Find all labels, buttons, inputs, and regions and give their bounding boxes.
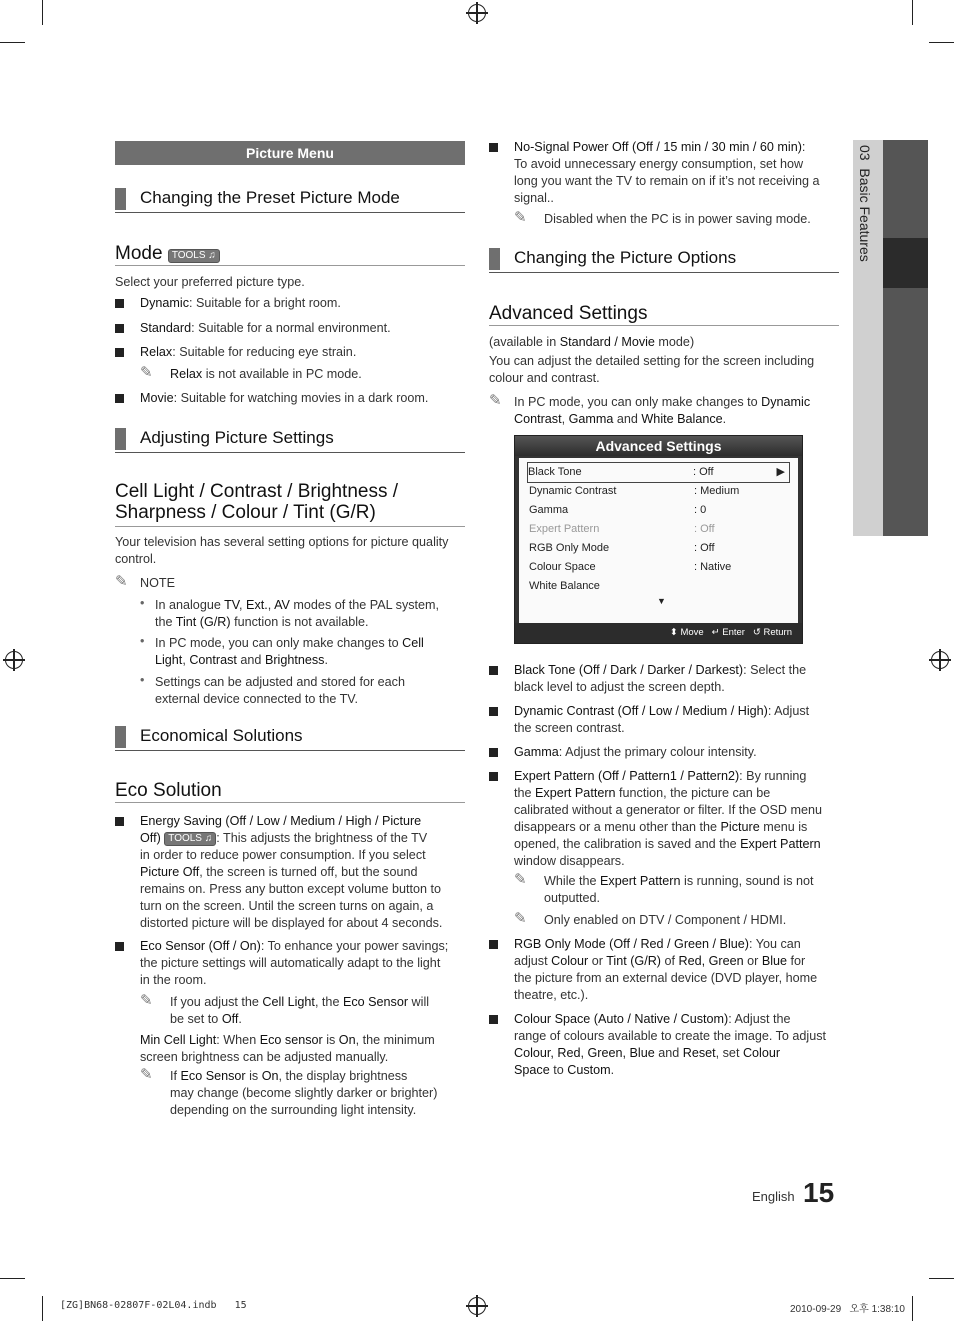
note-item: • In PC mode, you can only make changes to Cell Light, Contrast and Brightness.: [140, 635, 424, 669]
crop-mark: [912, 0, 913, 25]
section-heading-adjusting: Adjusting Picture Settings: [115, 426, 465, 453]
osd-body: [519, 458, 798, 641]
list-item: RGB Only Mode (Off / Red / Green / Blue): You can adjust Colour or Tint (G/R) of Red, Green or Blue for the picture from an external device (DVD player, home theatre, etc.).: [489, 936, 859, 1004]
crop-mark: [0, 42, 25, 43]
registration-mark-icon: [5, 651, 23, 669]
note: ✎ Only enabled on DTV / Component / HDMI.: [514, 910, 787, 927]
footer-language: English: [752, 1189, 795, 1204]
min-cell-light: Min Cell Light: When Eco sensor is On, the minimum screen brightness can be adjusted manually.: [140, 1033, 435, 1064]
registration-mark-icon: [468, 1297, 486, 1315]
note-label: ✎ NOTE: [115, 573, 175, 590]
osd-footer: ⬍ Move ↵ Enter ↺ Return: [515, 623, 802, 643]
note-item: • Settings can be adjusted and stored for each external device connected to the TV.: [140, 674, 405, 708]
crop-mark: [929, 1278, 954, 1279]
eco-solution-title: Eco Solution: [115, 779, 465, 803]
crop-mark: [42, 1296, 43, 1321]
note-item: • In analogue TV, Ext., AV modes of the PAL system, the Tint (G/R) function is not available.: [140, 597, 439, 631]
list-item: Colour Space (Auto / Native / Custom): Adjust the range of colours available to create the image. To adjust Colour, Red, Green, Blue and Reset, set Colour Space to Custom.: [489, 1011, 859, 1079]
osd-row[interactable]: Gamma : 0: [529, 504, 707, 516]
osd-row[interactable]: Colour Space : Native: [529, 561, 732, 573]
chapter-tab-dark: [883, 140, 928, 536]
list-item: Black Tone (Off / Dark / Darker / Darkest): Select the black level to adjust the screen depth.: [489, 662, 859, 696]
pencil-icon: ✎: [514, 871, 527, 888]
pencil-icon: ✎: [140, 364, 153, 381]
osd-row: Expert Pattern : Off: [529, 523, 715, 535]
list-item: Relax: Suitable for reducing eye strain.: [115, 344, 356, 361]
tools-icon: TOOLS ♫: [164, 832, 216, 846]
page-number: 15: [803, 1177, 835, 1208]
note: ✎ In PC mode, you can only make changes to Dynamic Contrast, Gamma and White Balance.: [489, 392, 811, 426]
picture-menu-bar: Picture Menu: [115, 141, 465, 165]
note: ✎ If Eco Sensor is On, the display brightness may change (become slightly darker or brighter) depending on the surrounding light intensity.: [140, 1066, 438, 1117]
print-filename: [ZG]BN68-02807F-02L04.indb 15: [60, 1300, 247, 1311]
pencil-icon: ✎: [514, 209, 527, 226]
note: ✎ Relax is not available in PC mode.: [140, 364, 362, 381]
mode-intro: Select your preferred picture type.: [115, 275, 305, 289]
move-icon: ⬍: [669, 627, 678, 638]
list-item: Dynamic Contrast (Off / Low / Medium / High): Adjust the screen contrast.: [489, 703, 859, 737]
osd-advanced-settings: [514, 435, 803, 644]
crop-mark: [0, 1278, 25, 1279]
pencil-icon: ✎: [514, 910, 527, 927]
enter-icon: ↵: [711, 627, 720, 638]
arrow-right-icon: ▶: [776, 466, 785, 478]
list-item: Gamma: Adjust the primary colour intensity.: [489, 744, 859, 761]
return-icon: ↺: [752, 627, 761, 638]
availability: (available in Standard / Movie mode): [489, 335, 695, 349]
note: ✎ If you adjust the Cell Light, the Eco Sensor will be set to Off.: [140, 992, 430, 1026]
osd-row[interactable]: Dynamic Contrast : Medium: [529, 485, 740, 497]
osd-row[interactable]: White Balance: [529, 580, 600, 592]
note: ✎ Disabled when the PC is in power saving mode.: [514, 209, 811, 226]
pencil-icon: ✎: [489, 392, 502, 409]
cell-light-title: Cell Light / Contrast / Brightness / Sharpness / Colour / Tint (G/R): [115, 481, 465, 527]
pencil-icon: ✎: [140, 1066, 153, 1083]
crop-mark: [42, 0, 43, 25]
section-heading-preset: Changing the Preset Picture Mode: [115, 186, 465, 213]
pencil-icon: ✎: [115, 573, 128, 590]
list-item: Standard: Suitable for a normal environment.: [115, 320, 391, 337]
list-item: Expert Pattern (Off / Pattern1 / Pattern2): By running the Expert Pattern function, the picture can be calibrated without a generator or filter. If the OSD menu disappears or a menu other than the Picture menu is opened, the calibration is saved and the Expert Pattern window disappears.: [489, 768, 859, 870]
mode-title: Mode TOOLS ♫: [115, 242, 465, 266]
chapter-tab-marker: [883, 238, 928, 288]
list-item: Dynamic: Suitable for a bright room.: [115, 295, 341, 312]
advanced-intro: You can adjust the detailed setting for the screen including colour and contrast.: [489, 354, 815, 385]
list-item: Energy Saving (Off / Low / Medium / High / Picture Off) TOOLS ♫ : This adjusts the brightness of the TV in order to reduce power consumption. If you select Picture Off, the screen is turned off, but the sound remains on. Press any button except volume button to turn on the screen. Until the screen turns on again, a distorted picture will be displayed for about 4 seconds.: [115, 813, 465, 932]
list-item: Eco Sensor (Off / On): To enhance your power savings; the picture settings will automatically adapt to the light in the room.: [115, 938, 470, 989]
list-item: No-Signal Power Off (Off / 15 min / 30 min / 60 min): To avoid unnecessary energy consumption, set how long you want the TV to remain on if it’s not receiving a signal..: [489, 139, 859, 207]
crop-mark: [912, 1296, 913, 1321]
registration-mark-icon: [931, 651, 949, 669]
crop-mark: [929, 42, 954, 43]
section-heading-economical: Economical Solutions: [115, 724, 465, 751]
section-heading-picture-options: Changing the Picture Options: [489, 246, 839, 273]
registration-mark-icon: [468, 4, 486, 22]
tools-icon: TOOLS ♫: [168, 249, 220, 263]
print-date: 2010-09-29 오후 1:38:10: [790, 1304, 905, 1315]
pencil-icon: ✎: [140, 992, 153, 1009]
list-item: Movie: Suitable for watching movies in a dark room.: [115, 390, 428, 407]
osd-row-black-tone[interactable]: Black Tone : Off ▶: [527, 462, 790, 483]
note: ✎ While the Expert Pattern is running, sound is not outputted.: [514, 871, 814, 905]
chapter-label: 03 Basic Features: [857, 145, 873, 262]
osd-title: Advanced Settings: [515, 436, 802, 456]
osd-row[interactable]: RGB Only Mode : Off: [529, 542, 715, 554]
advanced-settings-title: Advanced Settings: [489, 302, 839, 326]
cell-intro: Your television has several setting options for picture quality control.: [115, 535, 449, 566]
scroll-down-icon[interactable]: ▼: [657, 596, 666, 606]
